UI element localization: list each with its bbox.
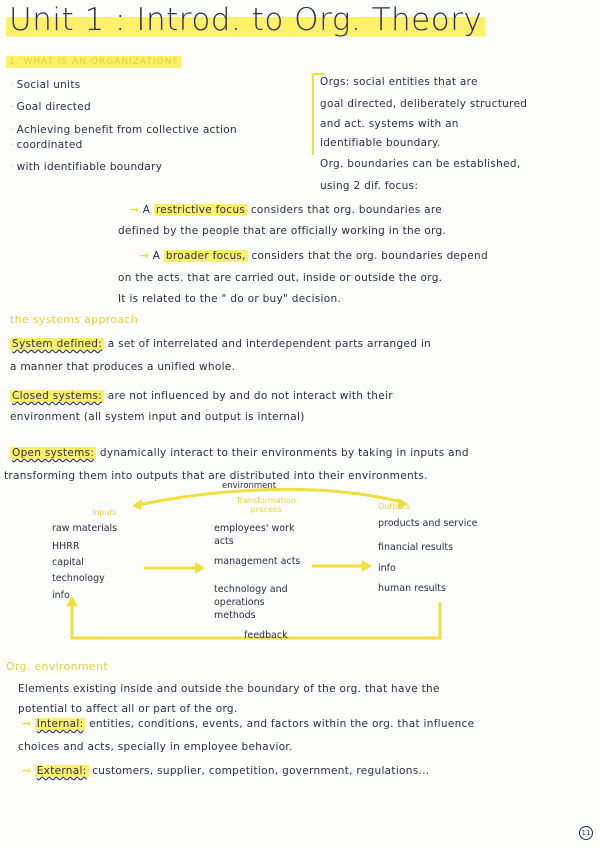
system-defined-label: System defined: (12, 338, 103, 350)
characteristic-text: Goal directed (16, 101, 91, 113)
restrictive-text: considers that org. boundaries are (250, 204, 443, 216)
internal-line-2: choices and acts, specially in employee behavior. (18, 741, 293, 753)
definition-line: Orgs: social entities that are (320, 76, 478, 88)
bullet-icon: · (10, 161, 14, 173)
open-systems-text: dynamically interact to their environments by taking in inputs and (99, 447, 469, 459)
broader-focus-label: broader focus, (165, 250, 246, 262)
broader-prefix: A (152, 250, 161, 262)
external-label: External: (36, 765, 87, 777)
internal-text: entities, conditions, events, and factors within the org. that influence (89, 718, 475, 730)
arrow-right-icon: → (22, 765, 32, 777)
systems-heading: the systems approach (10, 313, 139, 326)
closed-systems-label: Closed systems: (12, 390, 103, 402)
input-item: raw materials (52, 523, 118, 534)
bullet-icon: · (10, 79, 14, 91)
process-item: management acts (214, 556, 301, 567)
input-item: HHRR (52, 541, 80, 552)
broader-line-3: It is related to the " do or buy" decision. (118, 293, 342, 305)
org-environment-line-2: potential to affect all or part of the org. (18, 703, 238, 715)
closed-systems-text: are not influenced by and do not interact with their (107, 390, 393, 402)
system-defined-text: a set of interrelated and interdependent parts arranged in (107, 338, 432, 350)
output-item: products and service (378, 518, 478, 529)
broader-line-2: on the acts. that are carried out, inside or outside the org. (118, 272, 443, 284)
output-item: human results (378, 583, 446, 594)
arrowhead-icon (362, 560, 372, 572)
outputs-title: Outputs (378, 502, 410, 511)
definition-line: and act. systems with an (320, 118, 459, 130)
bullet-icon: · (10, 124, 14, 136)
inputs-title: Inputs (92, 508, 117, 517)
restrictive-prefix: A (142, 204, 151, 216)
bullet-icon: · (10, 139, 14, 151)
process-item: employees' work acts (214, 523, 295, 547)
open-systems-label: Open systems: (12, 447, 95, 459)
process-item: technology and operations methods (214, 584, 288, 621)
characteristic-text: Social units (16, 79, 81, 91)
characteristic-text: with identifiable boundary (16, 161, 163, 173)
environment-arrowhead-left (132, 499, 142, 510)
org-environment-heading: Org. environment (6, 660, 108, 673)
characteristic-text: coordinated (16, 139, 83, 151)
restrictive-line-2: defined by the people that are officially working in the org. (118, 225, 447, 237)
environment-label: environment (222, 481, 277, 491)
process-title: Transformation process (235, 496, 297, 514)
feedback-label: feedback (244, 630, 288, 641)
output-item: financial results (378, 542, 454, 553)
broader-text: considers that the org. boundaries depend (251, 250, 488, 262)
external-line (22, 765, 429, 777)
internal-label: Internal: (36, 718, 84, 730)
system-defined-line-2: a manner that produces a unified whole. (10, 361, 236, 373)
output-item: info (378, 563, 396, 574)
boundaries-line: Org. boundaries can be established, (320, 158, 521, 170)
input-item: info (52, 590, 70, 601)
bullet-icon: · (10, 101, 14, 113)
page-title: Unit 1 : Introd. to Org. Theory (6, 2, 485, 38)
characteristic-text: Achieving benefit from collective action (16, 124, 237, 136)
external-text: customers, supplier, competition, government, regulations... (92, 765, 430, 777)
arrow-right-icon: → (140, 250, 150, 262)
input-item: capital (52, 557, 84, 568)
internal-line (22, 718, 474, 730)
org-environment-line: Elements existing inside and outside the boundary of the org. that have the (18, 683, 440, 695)
page-number: 11 (579, 826, 593, 840)
arrow-right-icon: → (22, 718, 32, 730)
section-heading-text: 1. WHAT IS AN ORGANIZATION? (6, 56, 181, 68)
restrictive-focus-label: restrictive focus (155, 204, 246, 216)
closed-systems-line-2: environment (all system input and output is internal) (10, 411, 305, 423)
arrowhead-icon (195, 562, 205, 574)
definition-line: goal directed, deliberately structured (320, 98, 528, 110)
input-item: technology (52, 573, 105, 584)
definition-line: identifiable boundary. (320, 137, 441, 149)
open-systems-line-2: transforming them into outputs that are distributed into their environments. (4, 470, 428, 482)
arrow-right-icon: → (130, 204, 140, 216)
boundaries-line: using 2 dif. focus: (320, 180, 419, 192)
